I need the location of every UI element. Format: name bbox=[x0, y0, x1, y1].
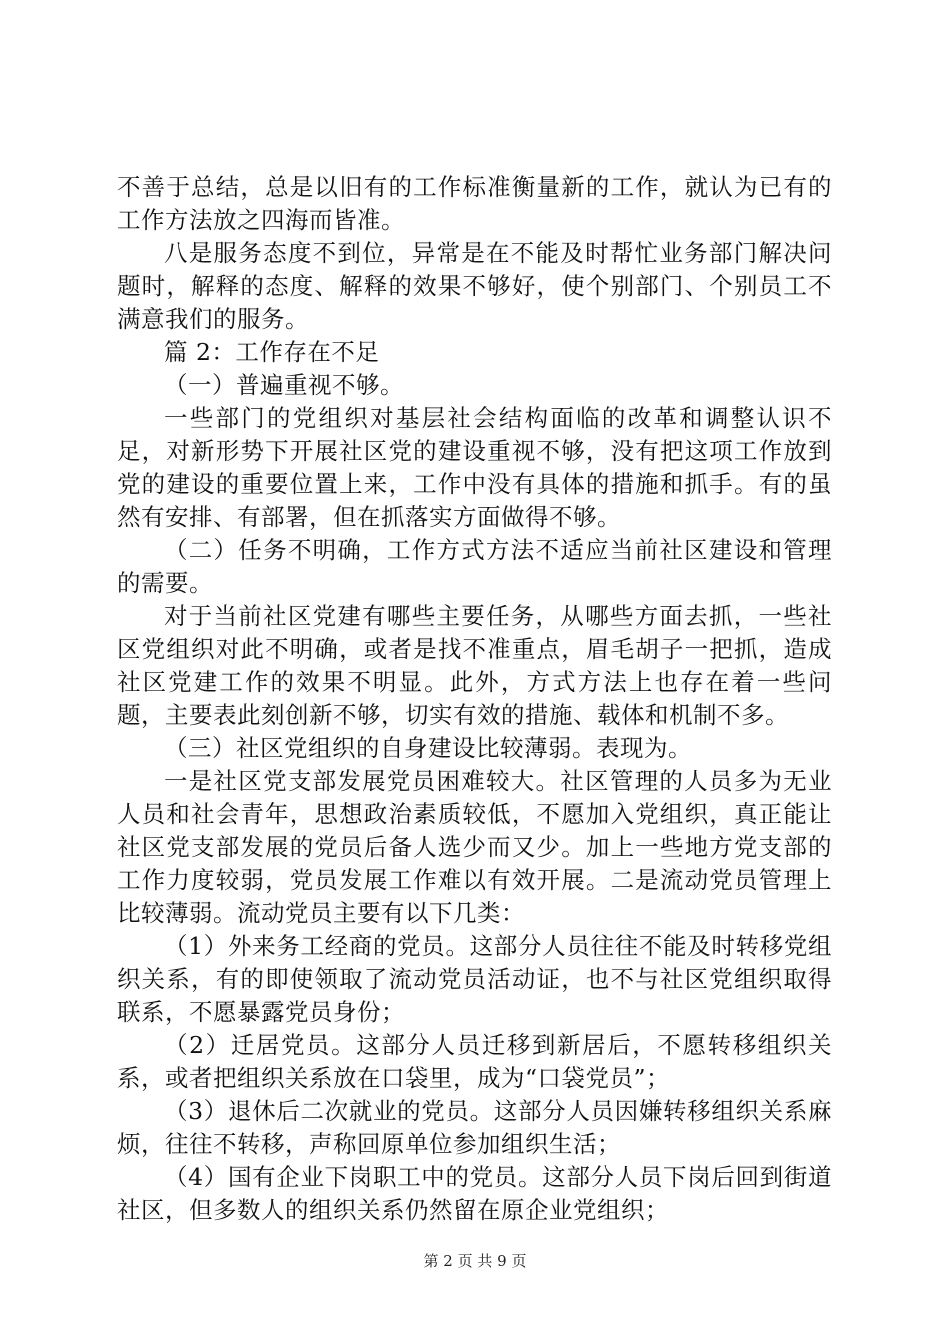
paragraph-4: 对于当前社区党建有哪些主要任务，从哪些方面去抓，一些社区党组织对此不明确，或者是找不准重点，眉毛胡子一把抓，造成社区党建工作的效果不明显。此外，方式方法上也存在着一些问题，主要表此刻创新不够，切实有效的措施、载体和机制不多。 bbox=[117, 602, 832, 729]
section-heading: 篇 2：工作存在不足 bbox=[164, 338, 380, 366]
paragraph-1: 不善于总结，总是以旧有的工作标准衡量新的工作，就认为已有的工作方法放之四海而皆准。 bbox=[117, 173, 832, 234]
page-footer: 第 2 页 共 9 页 bbox=[423, 1252, 527, 1270]
paragraph-3: 一些部门的党组织对基层社会结构面临的改革和调整认识不足，对新形势下开展社区党的建设重视不够，没有把这项工作放到党的建设的重要位置上来，工作中没有具体的措施和抓手。有的虽然有安排、有部署，但在抓落实方面做得不够。 bbox=[117, 404, 832, 531]
paragraph-2: 八是服务态度不到位，异常是在不能及时帮忙业务部门解决问题时，解释的态度、解释的效果不够好，使个别部门、个别员工不满意我们的服务。 bbox=[117, 239, 832, 333]
list-item-2: （2）迁居党员。这部分人员迁移到新居后，不愿转移组织关系，或者把组织关系放在口袋里，成为“口袋党员”； bbox=[117, 1031, 832, 1092]
subheading-3: （三）社区党组织的自身建设比较薄弱。表现为。 bbox=[164, 734, 692, 762]
list-item-1: （1）外来务工经商的党员。这部分人员往往不能及时转移党组织关系，有的即使领取了流动党员活动证，也不与社区党组织取得联系，不愿暴露党员身份； bbox=[117, 932, 832, 1026]
subheading-1: （一）普遍重视不够。 bbox=[164, 371, 404, 399]
list-item-4: （4）国有企业下岗职工中的党员。这部分人员下岗后回到街道社区，但多数人的组织关系仍然留在原企业党组织； bbox=[117, 1163, 832, 1224]
subheading-2: （二）任务不明确，工作方式方法不适应当前社区建设和管理的需要。 bbox=[117, 536, 832, 597]
list-item-3: （3）退休后二次就业的党员。这部分人员因嫌转移组织关系麻烦，往往不转移，声称回原单位参加组织生活； bbox=[117, 1097, 832, 1158]
document-body bbox=[117, 171, 832, 1227]
paragraph-5: 一是社区党支部发展党员困难较大。社区管理的人员多为无业人员和社会青年，思想政治素质较低，不愿加入党组织，真正能让社区党支部发展的党员后备人选少而又少。加上一些地方党支部的工作力度较弱，党员发展工作难以有效开展。二是流动党员管理上比较薄弱。流动党员主要有以下几类： bbox=[117, 767, 832, 927]
